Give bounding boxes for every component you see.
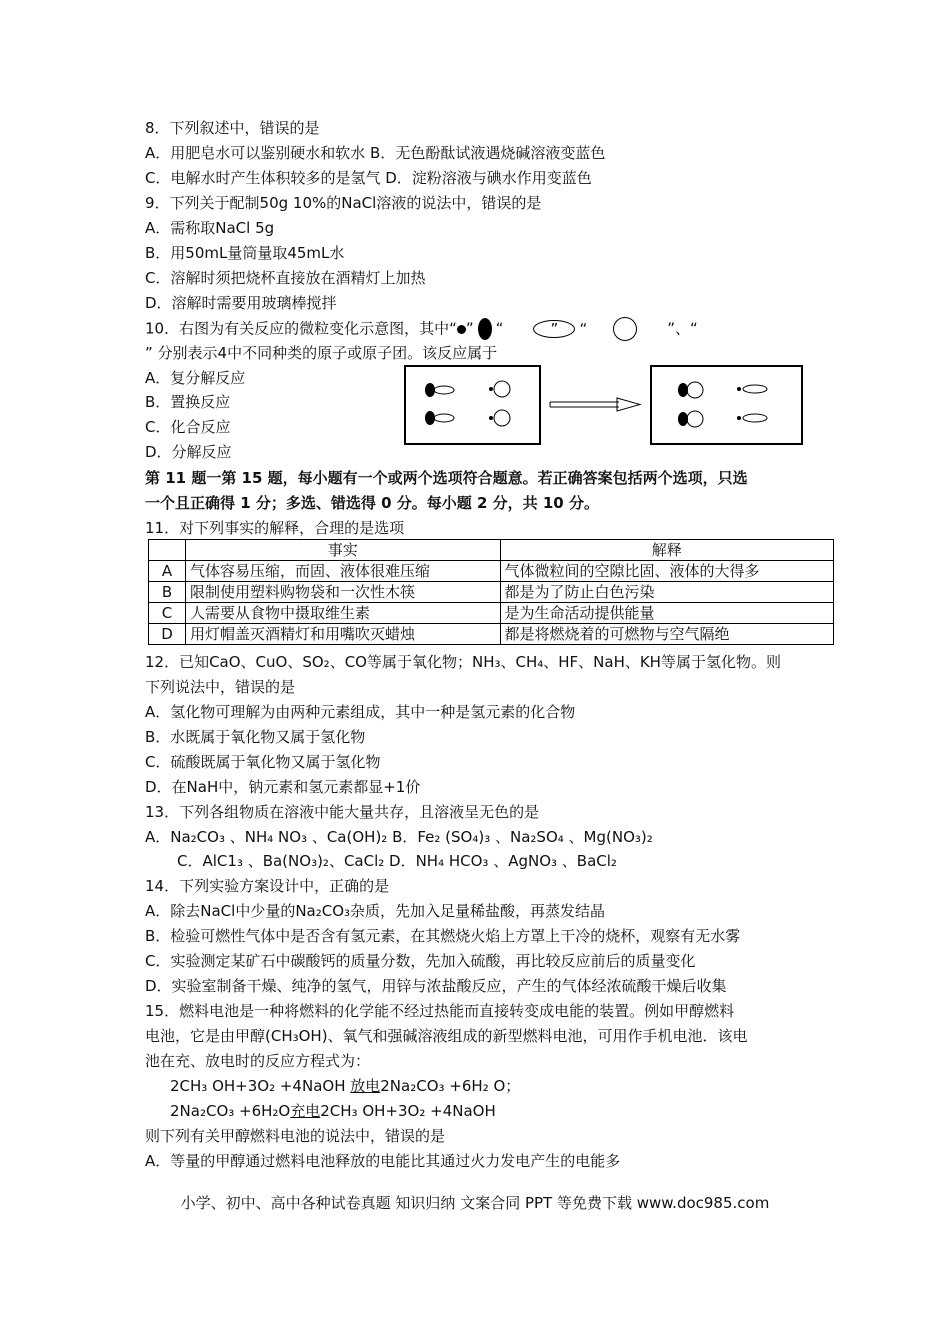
small-dot-atom — [737, 387, 741, 391]
q8-stem: 8．下列叙述中，错误的是 — [145, 119, 320, 137]
q11-stem: 11．对下列事实的解释，合理的是选项 — [145, 519, 405, 537]
reaction-arrow — [550, 398, 640, 411]
row-fact: 用灯帽盖灭酒精灯和用嘴吹灭蜡烛 — [186, 624, 501, 645]
q11-header-row — [149, 540, 834, 561]
black-oval-icon — [478, 318, 492, 340]
row-key: D — [149, 624, 186, 645]
q8-options-cd: C．电解水时产生体积较多的是氢气 D．淀粉溶液与碘水作用变蓝色 — [145, 169, 592, 187]
small-black-dot-icon — [457, 325, 466, 334]
reactant-box — [405, 366, 540, 444]
q12-option-c: C．硫酸既属于氧化物又属于氢化物 — [145, 753, 381, 771]
ellipse-atom — [743, 385, 767, 393]
row-fact: 气体容易压缩，而固、液体很难压缩 — [186, 561, 501, 582]
q14-option-c: C．实验测定某矿石中碳酸钙的质量分数，先加入硫酸，再比较反应前后的质量变化 — [145, 952, 696, 970]
row-fact: 人需要从食物中摄取维生素 — [186, 603, 501, 624]
circle-atom — [494, 381, 510, 397]
discharge-condition: 放电 — [350, 1077, 381, 1095]
row-key: A — [149, 561, 186, 582]
q12-option-d: D．在NaH中，钠元素和氢元素都显+1价 — [145, 778, 421, 796]
row-fact: 限制使用塑料购物袋和一次性木筷 — [186, 582, 501, 603]
row-explanation: 是为生命活动提供能量 — [500, 603, 833, 624]
q14-stem: 14．下列实验方案设计中，正确的是 — [145, 877, 390, 895]
table-row — [149, 603, 834, 624]
q10-option-c: C．化合反应 — [145, 418, 231, 436]
q10-option-b: B．置换反应 — [145, 393, 231, 411]
q15-line4: 则下列有关甲醇燃料电池的说法中，错误的是 — [145, 1127, 446, 1145]
q8-options-ab: A．用肥皂水可以鉴别硬水和软水 B．无色酚酞试液遇烧碱溶液变蓝色 — [145, 144, 606, 162]
product-box — [651, 366, 802, 444]
row-key: C — [149, 603, 186, 624]
q13-stem: 13．下列各组物质在溶液中能大量共存，且溶液呈无色的是 — [145, 803, 540, 821]
q14-option-d: D．实验室制备干燥、纯净的氢气，用锌与浓盐酸反应，产生的气体经浓硫酸干燥后收集 — [145, 977, 727, 995]
ellipse-atom — [434, 386, 454, 394]
q15-option-a: A．等量的甲醇通过燃料电池释放的电能比其通过火力发电产生的电能多 — [145, 1152, 621, 1170]
q13-options-cd: C．AlC1₃ 、Ba(NO₃)₂、CaCl₂ D．NH₄ HCO₃ 、AgNO₃ 、BaCl₂ — [177, 852, 617, 870]
page-footer: 小学、初中、高中各种试卷真题 知识归纳 文案合同 PPT 等免费下载 www.doc985.com — [180, 1194, 770, 1212]
q15-line1: 15．燃料电池是一种将燃料的化学能不经过热能而直接转变成电能的装置。例如甲醇燃料 — [145, 1002, 735, 1020]
row-key: B — [149, 582, 186, 603]
reaction-diagram-svg — [404, 365, 804, 447]
q14-option-a: A．除去NaCl中少量的Na₂CO₃杂质，先加入足量稀盐酸，再蒸发结晶 — [145, 902, 606, 920]
row-explanation: 都是为了防止白色污染 — [500, 582, 833, 603]
q15-line3: 池在充、放电时的反应方程式为： — [145, 1052, 371, 1070]
ellipse-atom — [434, 414, 454, 422]
table-row — [149, 624, 834, 645]
q11-table — [148, 539, 834, 645]
q13-options-ab: A．Na₂CO₃ 、NH₄ NO₃ 、Ca(OH)₂ B．Fe₂ (SO₄)₃ 、Na₂SO₄ 、Mg(NO₃)₂ — [145, 828, 653, 846]
charge-condition: 充电 — [290, 1102, 321, 1120]
q10-option-d: D．分解反应 — [145, 443, 232, 461]
reaction-diagram — [404, 365, 804, 447]
circle-atom — [687, 382, 703, 398]
q14-option-b: B．检验可燃性气体中是否含有氢元素，在其燃烧火焰上方罩上干冷的烧杯，观察有无水雾 — [145, 927, 741, 945]
q10-stem-line1: 10．右图为有关反应的微粒变化示意图，其中“ ” “ ” “ ”、“ — [145, 317, 698, 341]
q9-option-c: C．溶解时须把烧杯直接放在酒精灯上加热 — [145, 269, 426, 287]
table-row — [149, 582, 834, 603]
section-instructions-line1: 第 11 题一第 15 题，每小题有一个或两个选项符合题意。若正确答案包括两个选项，只选 — [145, 469, 748, 487]
q11-header-key — [149, 540, 186, 561]
section-instructions-line2: 一个且正确得 1 分；多选、错选得 0 分。每小题 2 分，共 10 分。 — [145, 494, 599, 512]
q9-option-b: B．用50mL量筒量取45mL水 — [145, 244, 345, 262]
small-dot-atom — [489, 387, 493, 391]
table-row — [149, 561, 834, 582]
small-dot-atom — [489, 416, 493, 420]
q10-option-a: A．复分解反应 — [145, 369, 246, 387]
row-explanation: 气体微粒间的空隙比固、液体的大得多 — [500, 561, 833, 582]
q11-header-fact: 事实 — [186, 540, 501, 561]
circle-icon — [613, 317, 637, 341]
ellipse-atom — [743, 414, 767, 422]
q9-stem: 9．下列关于配制50g 10%的NaCl溶液的说法中，错误的是 — [145, 194, 542, 212]
q9-option-d: D．溶解时需要用玻璃棒搅拌 — [145, 294, 337, 312]
q15-equation-charge: 2Na₂CO₃ +6H₂O充电2CH₃ OH+3O₂ +4NaOH — [170, 1102, 496, 1120]
small-dot-atom — [737, 416, 741, 420]
q9-option-a: A．需称取NaCl 5g — [145, 219, 275, 237]
q10-stem-line2: ” 分别表示4中不同种类的原子或原子团。该反应属于 — [145, 344, 498, 362]
q15-line2: 电池，它是由甲醇(CH₃OH)、氧气和强碱溶液组成的新型燃料电池，可用作手机电池．该电 — [145, 1027, 748, 1045]
circle-atom — [494, 410, 510, 426]
q12-option-a: A．氢化物可理解为由两种元素组成，其中一种是氢元素的化合物 — [145, 703, 576, 721]
flat-ellipse-icon: ” — [533, 320, 575, 338]
circle-atom — [687, 411, 703, 427]
row-explanation: 都是将燃烧着的可燃物与空气隔绝 — [500, 624, 833, 645]
q12-stem-line1: 12．已知CaO、CuO、SO₂、CO等属于氧化物；NH₃、CH₄、HF、NaH、KH等属于氢化物。则 — [145, 653, 781, 671]
q11-header-explanation: 解释 — [500, 540, 833, 561]
q15-equation-discharge: 2CH₃ OH+3O₂ +4NaOH 放电2Na₂CO₃ +6H₂ O； — [170, 1077, 521, 1095]
q12-stem-line2: 下列说法中，错误的是 — [145, 678, 296, 696]
q12-option-b: B．水既属于氧化物又属于氢化物 — [145, 728, 366, 746]
